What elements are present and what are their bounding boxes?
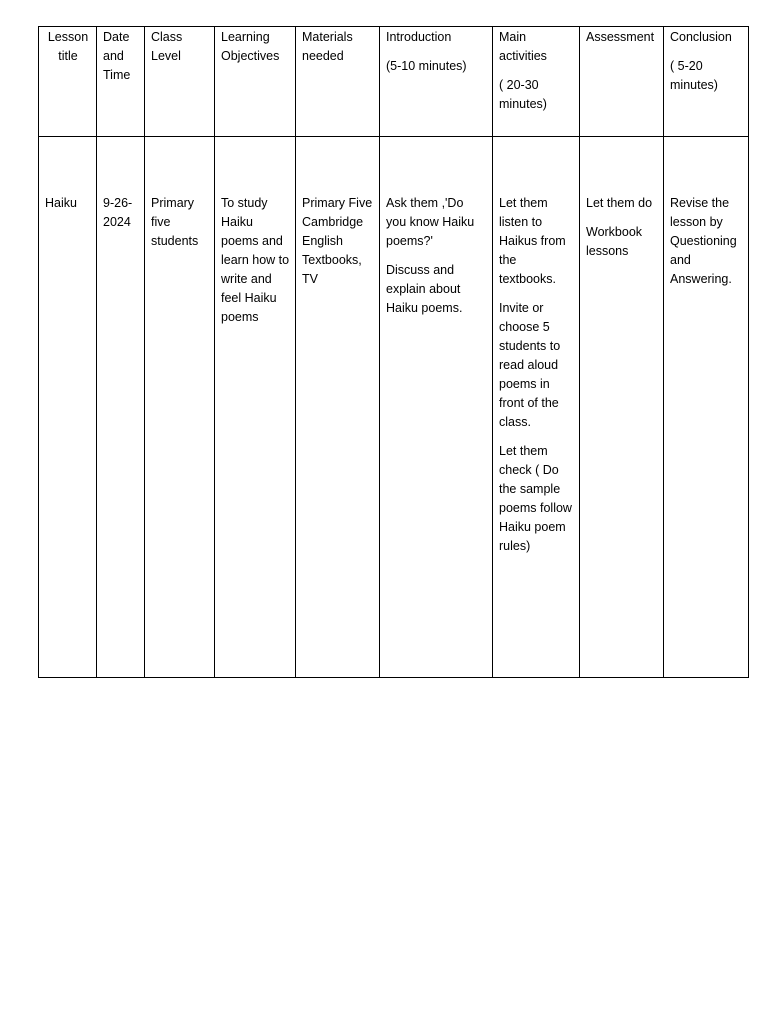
header-introduction-cell: [380, 27, 493, 137]
introduction-paragraph: Ask them ,'Do you know Haiku poems?': [386, 196, 475, 248]
cell-class-level: Primary five students: [145, 137, 215, 678]
header-date-time: Date and Time: [97, 27, 145, 137]
cell-introduction: [380, 137, 493, 678]
cell-main-activities: [493, 137, 580, 678]
lesson-plan-table: [38, 26, 749, 678]
header-assessment: Assessment: [580, 27, 664, 137]
cell-conclusion: Revise the lesson by Questioning and Answering.: [664, 137, 749, 678]
header-learning-objectives: Learning Objectives: [215, 27, 296, 137]
introduction-paragraph: Discuss and explain about Haiku poems.: [386, 263, 463, 315]
main-activity-paragraph: Let them listen to Haikus from the textbooks.: [499, 196, 566, 286]
header-lesson-title: Lesson title: [39, 27, 97, 137]
header-conclusion: Conclusion: [670, 30, 732, 44]
assessment-paragraph: Let them do: [586, 196, 653, 210]
header-main-activities-cell: [493, 27, 580, 137]
cell-materials: Primary Five Cambridge English Textbooks, TV: [296, 137, 380, 678]
assessment-paragraph: Workbook lessons: [586, 225, 643, 258]
header-introduction: Introduction: [386, 30, 452, 44]
header-conclusion-cell: [664, 27, 749, 137]
cell-assessment: [580, 137, 664, 678]
main-activity-paragraph: Invite or choose 5 students to read aloud poems in front of the class.: [499, 301, 561, 429]
header-row: [39, 27, 749, 137]
cell-date-time: 9-26-2024: [97, 137, 145, 678]
header-class-level: Class Level: [145, 27, 215, 137]
header-materials: Materials needed: [296, 27, 380, 137]
table-row: [39, 137, 749, 678]
header-conclusion-duration: ( 5-20 minutes): [670, 59, 718, 92]
cell-learning-objectives: To study Haiku poems and learn how to write and feel Haiku poems: [215, 137, 296, 678]
header-introduction-duration: (5-10 minutes): [386, 59, 467, 73]
main-activity-paragraph: Let them check ( Do the sample poems follow Haiku poem rules): [499, 444, 572, 553]
cell-lesson-title: Haiku: [39, 137, 97, 678]
header-main-activities: Main activities: [499, 30, 547, 63]
header-main-activities-duration: ( 20-30 minutes): [499, 78, 547, 111]
